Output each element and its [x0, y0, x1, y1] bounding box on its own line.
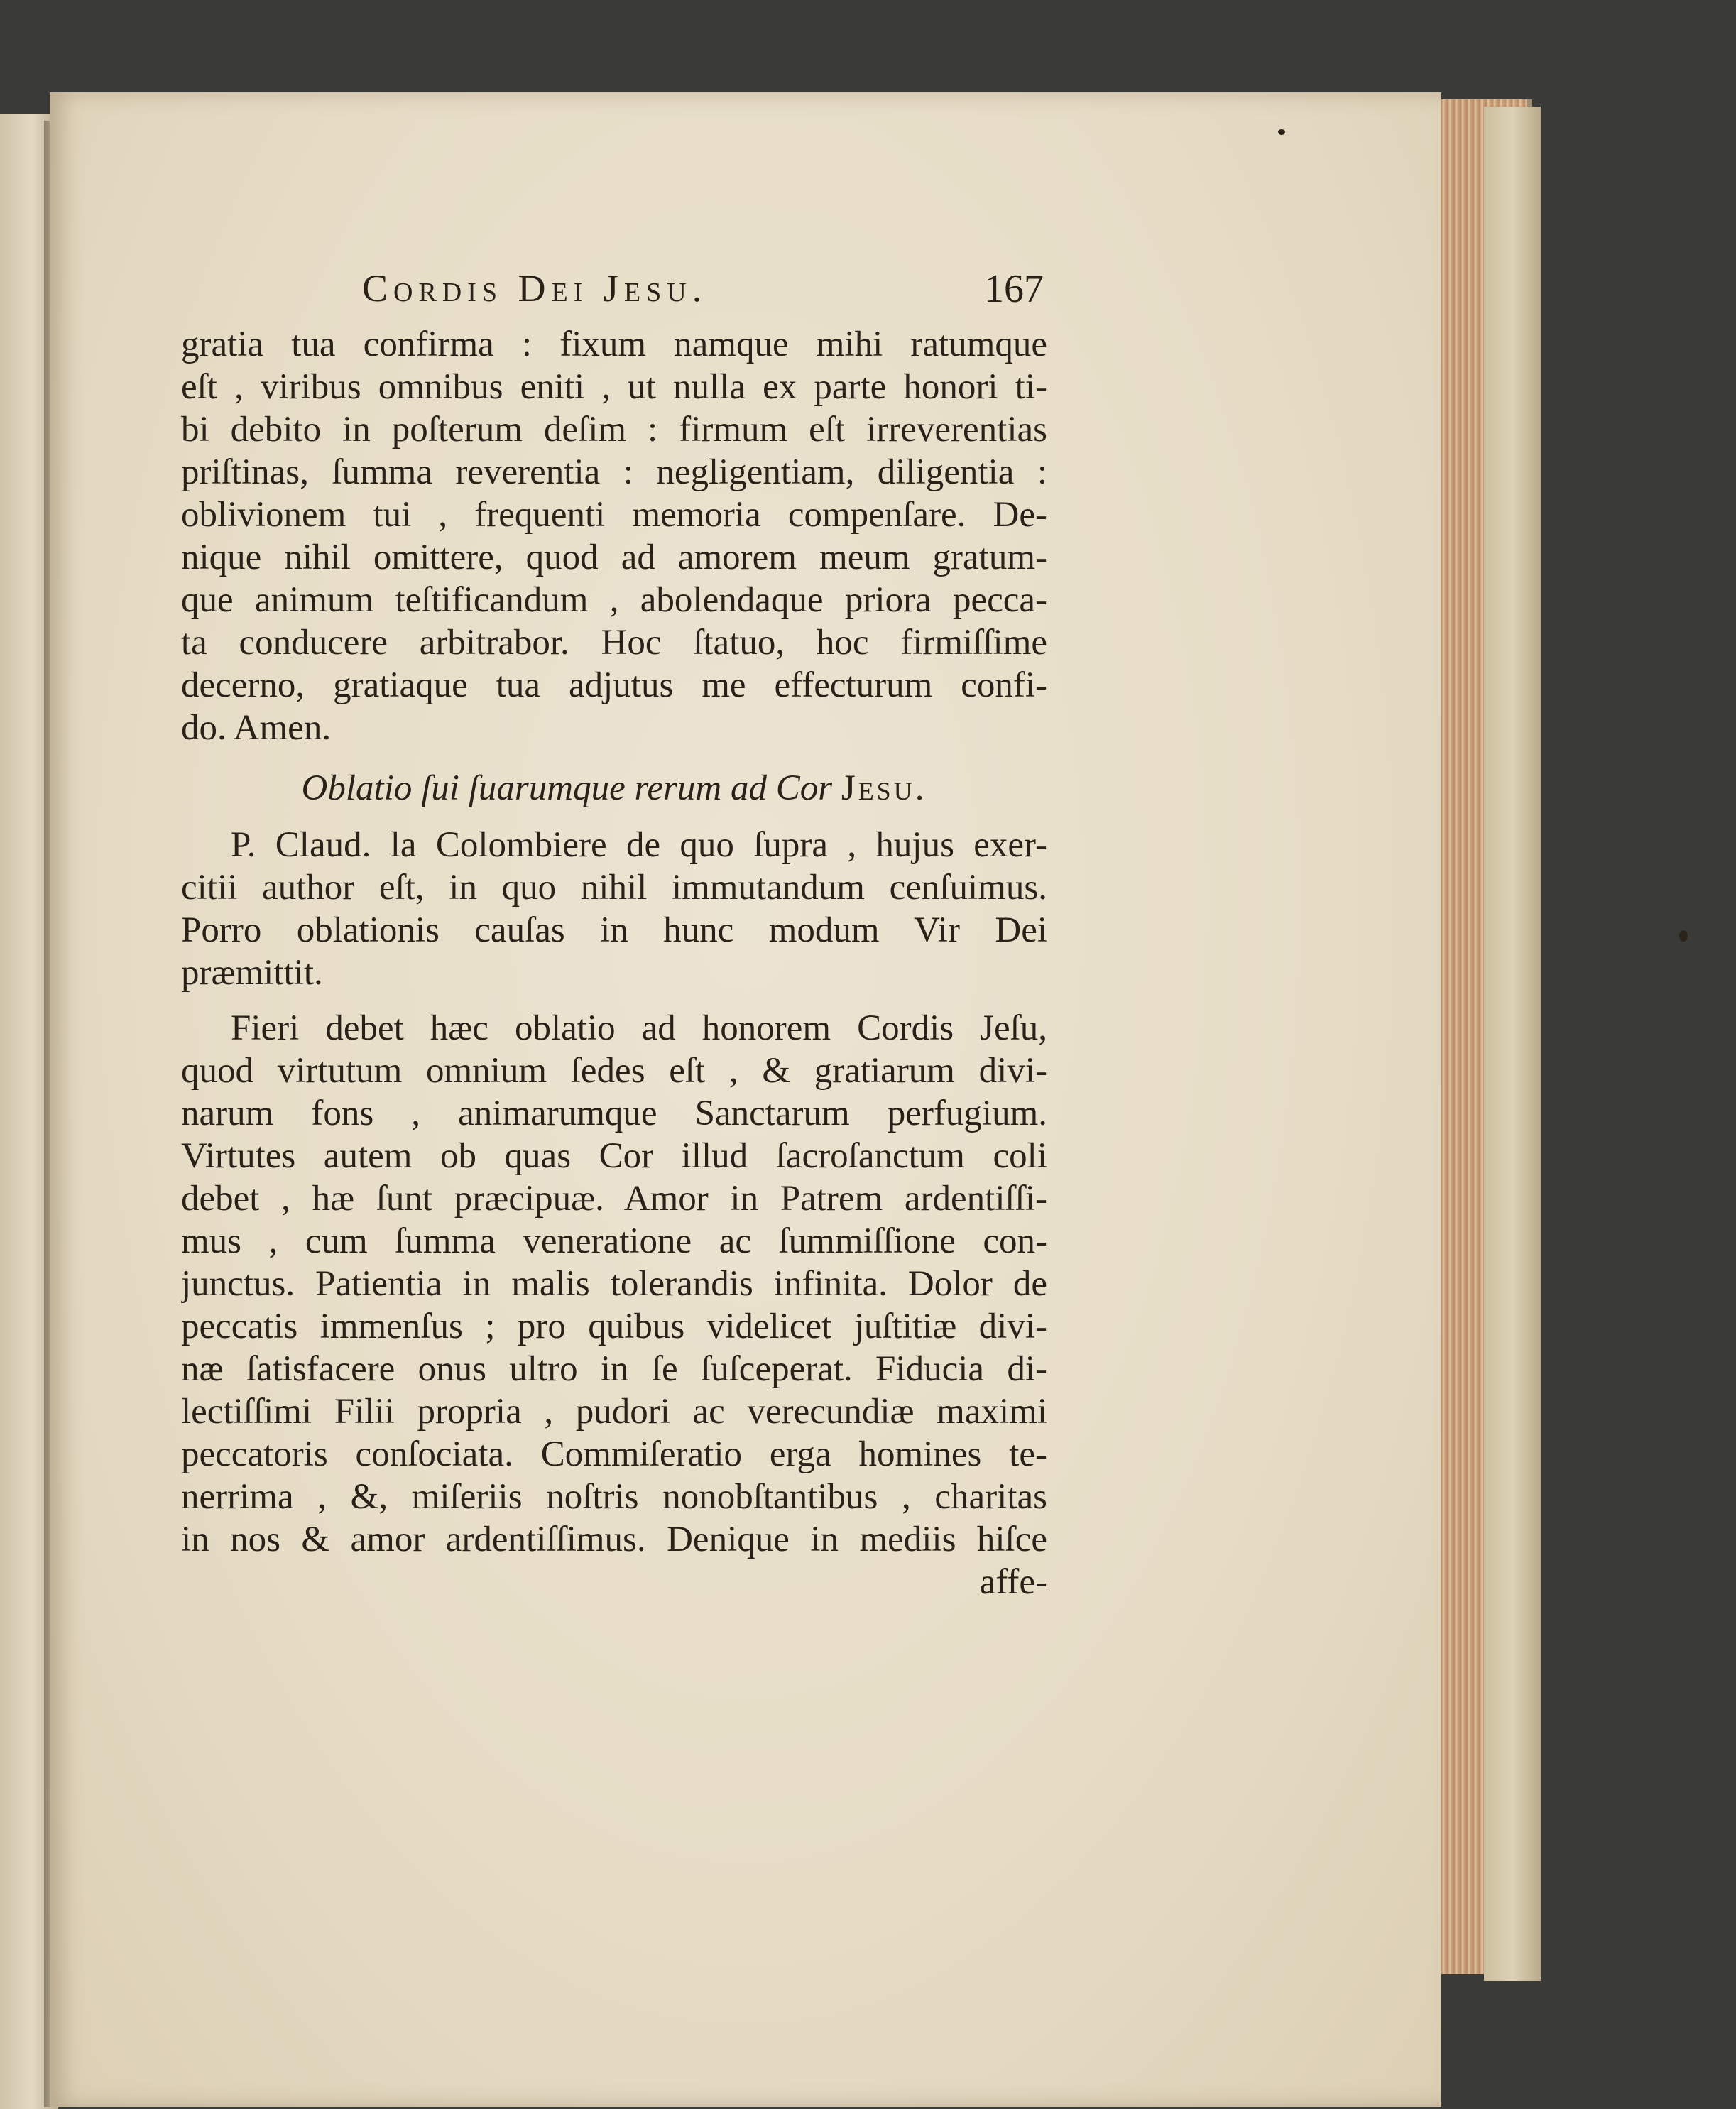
text-line: nique nihil omittere, quod ad amorem meum gratum-: [181, 538, 1047, 577]
dust-speck: [1278, 129, 1285, 135]
text-line: Fieri debet hæc oblatio ad honorem Cordis Jeſu,: [231, 1008, 1047, 1048]
text-line: citii author eſt, in quo nihil immutandum cenſuimus.: [181, 868, 1047, 908]
text-line: næ ſatisfacere onus ultro in ſe ſuſceperat. Fiducia di-: [181, 1349, 1047, 1389]
section-heading: [181, 749, 1047, 824]
text-line: ta conducere arbitrabor. Hoc ſtatuo, hoc firmiſſime: [181, 623, 1047, 663]
text-line: decerno, gratiaque tua adjutus me effecturum confi-: [181, 665, 1047, 705]
heading-italic: Oblatio ſui ſuarumque rerum ad Cor: [301, 768, 833, 808]
running-head: [362, 266, 1044, 316]
text-block: [181, 323, 1047, 1603]
text-line: do. Amen.: [181, 708, 332, 748]
text-line: quod virtutum omnium ſedes eſt , & gratiarum divi-: [181, 1051, 1047, 1091]
text-line: mus , cum ſumma veneratione ac ſummiſſione con-: [181, 1221, 1047, 1261]
text-line: debet , hæ ſunt præcipuæ. Amor in Patrem ardentiſſi-: [181, 1179, 1047, 1219]
dust-speck: [1679, 930, 1688, 942]
heading-caps: Jesu.: [841, 768, 927, 808]
text-line: junctus. Patientia in malis tolerandis infinita. Dolor de: [181, 1264, 1047, 1304]
text-line: priſtinas, ſumma reverentia : negligentiam, diligentia :: [181, 452, 1047, 492]
book-cover-board: [1484, 107, 1541, 1981]
text-line: narum fons , animarumque Sanctarum perfugium.: [181, 1094, 1047, 1133]
text-line: Porro oblationis cauſas in hunc modum Vir Dei: [181, 910, 1047, 950]
text-line: oblivionem tui , frequenti memoria compenſare. De-: [181, 495, 1047, 535]
text-line: gratia tua confirma : fixum namque mihi ratumque: [181, 325, 1047, 364]
text-line: bi debito in poſterum deſim : firmum eſt irreverentias: [181, 410, 1047, 449]
text-line: P. Claud. la Colombiere de quo ſupra , hujus exer-: [231, 825, 1047, 865]
text-line: in nos & amor ardentiſſimus. Denique in mediis hiſce: [181, 1520, 1047, 1559]
text-line: peccatis immenſus ; pro quibus videlicet juſtitiæ divi-: [181, 1307, 1047, 1346]
paragraph-gap: [181, 994, 1047, 1007]
text-line: que animum teſtificandum , abolendaque priora pecca-: [181, 580, 1047, 620]
text-line: nerrima , &, miſeriis noſtris nonobſtantibus , charitas: [181, 1477, 1047, 1517]
page-number: 167: [984, 267, 1044, 311]
catchword: affe-: [979, 1562, 1047, 1602]
text-line: Virtutes autem ob quas Cor illud ſacroſanctum coli: [181, 1136, 1047, 1176]
text-line: præmittit.: [181, 953, 323, 993]
text-line: peccatoris conſociata. Commiſeratio erga homines te-: [181, 1434, 1047, 1474]
running-title: Cordis Dei Jesu.: [362, 267, 708, 310]
text-line: lectiſſimi Filii propria , pudori ac verecundiæ maximi: [181, 1392, 1047, 1432]
text-line: eſt , viribus omnibus eniti , ut nulla ex parte honori ti-: [181, 367, 1047, 407]
